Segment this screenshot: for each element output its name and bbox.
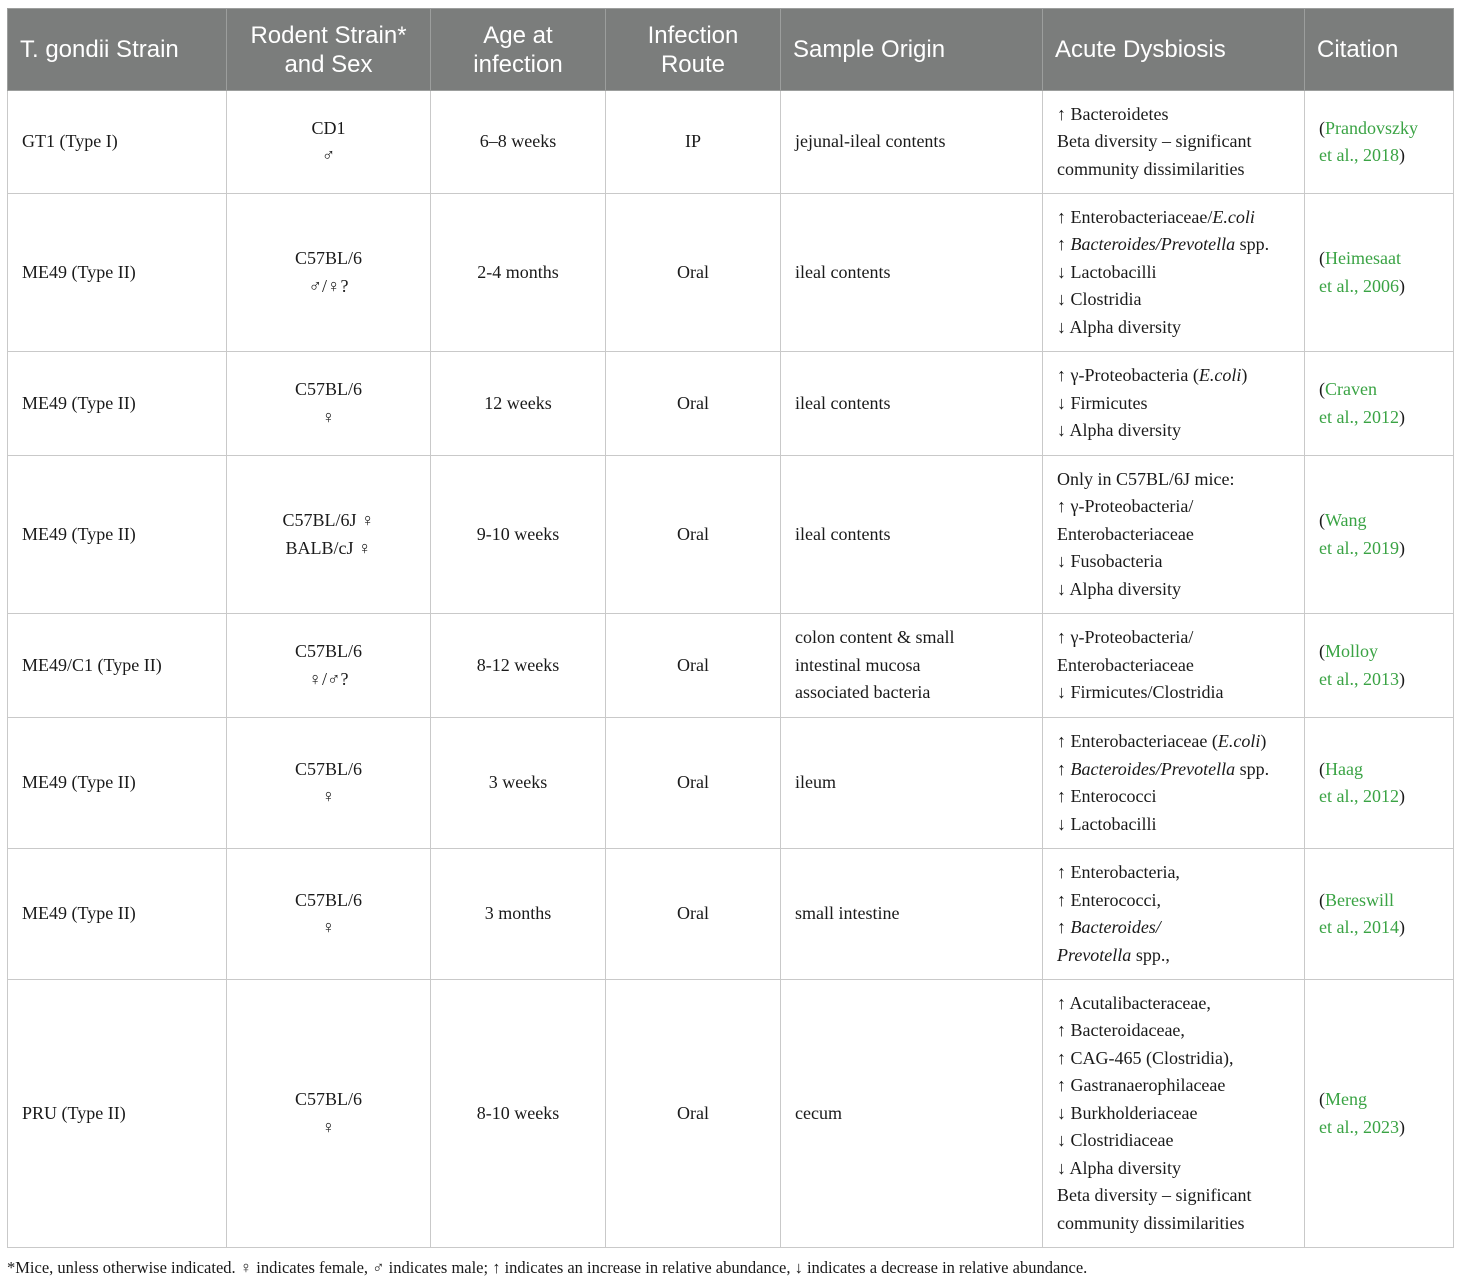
sample-line: intestinal mucosa [795,654,921,675]
cell-sample [781,352,1043,456]
cell-age: 2-4 months [431,194,606,352]
cell-route: Oral [606,352,781,456]
cell-citation: (Molloy et al., 2013) [1305,614,1454,718]
sample-line: ileal contents [795,392,891,413]
cell-sample [781,614,1043,718]
dysbiosis-line: ↑ Enterococci, [1057,889,1161,910]
cell-route: Oral [606,980,781,1248]
header-line: Route [660,50,726,78]
dysbiosis-line: ↑ CAG-465 (Clostridia), [1057,1047,1234,1068]
sample-line: ileal contents [795,523,891,544]
dysbiosis-line: ↓ Alpha diversity [1057,316,1181,337]
cell-route: Oral [606,849,781,980]
cell-age: 6–8 weeks [431,91,606,194]
rodent-line: ♀ [321,786,336,806]
cell-rodent [227,456,431,614]
cell-route: Oral [606,194,781,352]
citation-link[interactable]: et al., 2019 [1319,537,1399,558]
dysbiosis-line: ↓ Alpha diversity [1057,578,1181,599]
citation-link[interactable]: Wang [1325,510,1367,530]
rodent-line: C57BL/6 [294,248,362,268]
cell-citation: (Craven et al., 2012) [1305,352,1454,456]
dysbiosis-line: ↑ Enterobacteria, [1057,862,1180,882]
dysbiosis-line: ↓ Burkholderiaceae [1057,1102,1198,1123]
cell-sample [781,456,1043,614]
cell-route: Oral [606,456,781,614]
rodent-line: ♀ [321,917,336,937]
dysbiosis-line: ↓ Lactobacilli [1057,261,1157,282]
citation-link[interactable]: Molloy [1325,641,1379,661]
table-body [8,91,1454,1248]
cell-age: 8-12 weeks [431,614,606,718]
cell-strain: ME49 (Type II) [8,352,227,456]
dysbiosis-line: Prevotella spp., [1057,944,1170,965]
dysbiosis-line: Only in C57BL/6J mice: [1057,468,1235,489]
citation-link[interactable]: et al., 2023 [1319,1116,1399,1137]
cell-age: 3 weeks [431,718,606,849]
dysbiosis-line: ↑ Enterococci [1057,786,1157,806]
cell-sample [781,849,1043,980]
dysbiosis-line: ↓ Alpha diversity [1057,1157,1181,1178]
cell-sample [781,980,1043,1248]
dysbiosis-line: Enterobacteriaceae [1057,654,1194,675]
cell-rodent [227,194,431,352]
rodent-line: C57BL/6 [294,641,362,661]
sample-line: ileum [795,772,836,793]
cell-strain: PRU (Type II) [8,980,227,1248]
citation-link[interactable]: Heimesaat [1325,248,1401,268]
cell-dysbiosis [1043,456,1305,614]
dysbiosis-line: community dissimilarities [1057,158,1245,179]
dysbiosis-line: ↑ Acutalibacteraceae, [1057,992,1211,1013]
table-row [8,980,1454,1248]
cell-citation: (Heimesaat et al., 2006) [1305,194,1454,352]
rodent-line: C57BL/6 [294,1089,362,1109]
dysbiosis-line: ↓ Alpha diversity [1057,420,1181,441]
header-strain: T. gondii Strain [8,9,227,91]
dysbiosis-line: ↑ Bacteroidaceae, [1057,1020,1185,1041]
header-line: infection [473,50,563,78]
dysbiosis-line: ↓ Firmicutes/Clostridia [1057,682,1224,703]
header-row [8,9,1454,91]
cell-dysbiosis [1043,194,1305,352]
cell-citation: (Meng et al., 2023) [1305,980,1454,1248]
cell-strain: ME49 (Type II) [8,718,227,849]
table-row [8,352,1454,456]
rodent-line: C57BL/6J ♀ [282,510,375,530]
cell-dysbiosis [1043,614,1305,718]
cell-sample [781,194,1043,352]
cell-dysbiosis [1043,91,1305,194]
header-sample: Sample Origin [781,9,1043,91]
cell-strain: ME49 (Type II) [8,194,227,352]
citation-link[interactable]: et al., 2014 [1319,917,1399,937]
cell-dysbiosis [1043,980,1305,1248]
cell-sample [781,718,1043,849]
table-row [8,194,1454,352]
sample-line: jejunal-ileal contents [795,131,946,152]
citation-link[interactable]: et al., 2006 [1319,275,1399,296]
citation-link[interactable]: Bereswill [1325,889,1394,910]
cell-dysbiosis [1043,718,1305,849]
cell-dysbiosis [1043,352,1305,456]
cell-rodent [227,980,431,1248]
dysbiosis-line: ↑ Bacteroides/Prevotella spp. [1057,758,1270,779]
cell-dysbiosis [1043,849,1305,980]
rodent-line: C57BL/6 [294,758,362,779]
dysbiosis-line: ↑ γ-Proteobacteria/ [1057,496,1194,517]
cell-route: Oral [606,718,781,849]
sample-line: cecum [795,1102,842,1123]
citation-link[interactable]: et al., 2012 [1319,786,1399,806]
cell-rodent [227,718,431,849]
dysbiosis-line: ↑ Bacteroidetes [1057,103,1169,124]
table-footnote: *Mice, unless otherwise indicated. ♀ indicates female, ♂ indicates male; ↑ indicates an increase in relative abundance, ↓ indicates a decrease in relative abundance. [7,1258,1088,1277]
cell-strain: GT1 (Type I) [8,91,227,194]
rodent-line: ♀/♂? [308,668,349,689]
rodent-line: ♀ [321,406,336,427]
cell-citation: (Haag et al., 2012) [1305,718,1454,849]
sample-line: colon content & small [795,627,955,648]
header-citation: Citation [1305,9,1454,91]
cell-strain: ME49 (Type II) [8,849,227,980]
citation-link[interactable]: et al., 2012 [1319,406,1399,427]
cell-rodent [227,91,431,194]
citation-link[interactable]: et al., 2013 [1319,668,1399,689]
cell-rodent [227,614,431,718]
dysbiosis-line: community dissimilarities [1057,1212,1245,1233]
cell-route: IP [606,91,781,194]
header-line: and Sex [284,50,373,78]
cell-strain: ME49 (Type II) [8,456,227,614]
rodent-line: ♂ [321,145,336,165]
citation-link[interactable]: et al., 2018 [1319,145,1399,165]
cell-sample [781,91,1043,194]
citation-link[interactable]: Meng [1325,1089,1367,1109]
table-row [8,456,1454,614]
header-line: Rodent Strain* [250,21,407,49]
header-line: Age at [483,21,553,49]
dysbiosis-line: ↓ Firmicutes [1057,392,1148,413]
sample-line: small intestine [795,903,900,924]
cell-citation: (Bereswill et al., 2014) [1305,849,1454,980]
rodent-line: BALB/cJ ♀ [285,537,372,558]
cell-citation: (Wang et al., 2019) [1305,456,1454,614]
dysbiosis-line: Enterobacteriaceae [1057,523,1194,544]
header-rodent [227,9,431,91]
cell-citation: (Prandovszky et al., 2018) [1305,91,1454,194]
rodent-line: CD1 [311,117,346,138]
table-row [8,91,1454,194]
dysbiosis-line: ↓ Lactobacilli [1057,813,1157,834]
cell-age: 8-10 weeks [431,980,606,1248]
dysbiosis-line: ↑ γ-Proteobacteria (E.coli) [1057,365,1248,386]
dysbiosis-line: ↑ γ-Proteobacteria/ [1057,627,1194,648]
header-age [431,9,606,91]
cell-rodent [227,849,431,980]
header-route [606,9,781,91]
cell-route: Oral [606,614,781,718]
table-row [8,718,1454,849]
header-dysbiosis: Acute Dysbiosis [1043,9,1305,91]
table-row [8,614,1454,718]
rodent-line: ♂/♀? [308,275,349,296]
citation-link[interactable]: Haag [1325,758,1363,779]
dysbiosis-line: ↑ Bacteroides/ [1057,917,1161,937]
cell-strain: ME49/C1 (Type II) [8,614,227,718]
dysbiosis-line: Beta diversity – significant [1057,1185,1252,1206]
dysbiosis-line: ↓ Clostridiaceae [1057,1130,1174,1151]
citation-link[interactable]: Craven [1325,379,1377,399]
rodent-line: C57BL/6 [294,379,362,399]
dysbiosis-line: ↑ Bacteroides/Prevotella spp. [1057,234,1270,255]
citation-link[interactable]: Prandovszky [1325,117,1418,138]
cell-rodent [227,352,431,456]
dysbiosis-line: ↑ Gastranaerophilaceae [1057,1075,1226,1096]
cell-age: 3 months [431,849,606,980]
header-line: Infection [647,21,739,49]
sample-line: associated bacteria [795,682,931,703]
cell-age: 12 weeks [431,352,606,456]
cell-age: 9-10 weeks [431,456,606,614]
rodent-line: C57BL/6 [294,889,362,910]
sample-line: ileal contents [795,261,891,282]
rodent-line: ♀ [321,1116,336,1137]
dysbiosis-line: ↑ Enterobacteriaceae (E.coli) [1057,731,1267,751]
dysbiosis-line: ↓ Fusobacteria [1057,551,1163,572]
dysbiosis-line: Beta diversity – significant [1057,131,1252,152]
dysbiosis-line: ↑ Enterobacteriaceae/E.coli [1057,206,1255,227]
table-row [8,849,1454,980]
dysbiosis-line: ↓ Clostridia [1057,289,1142,310]
data-table [7,8,1454,1248]
